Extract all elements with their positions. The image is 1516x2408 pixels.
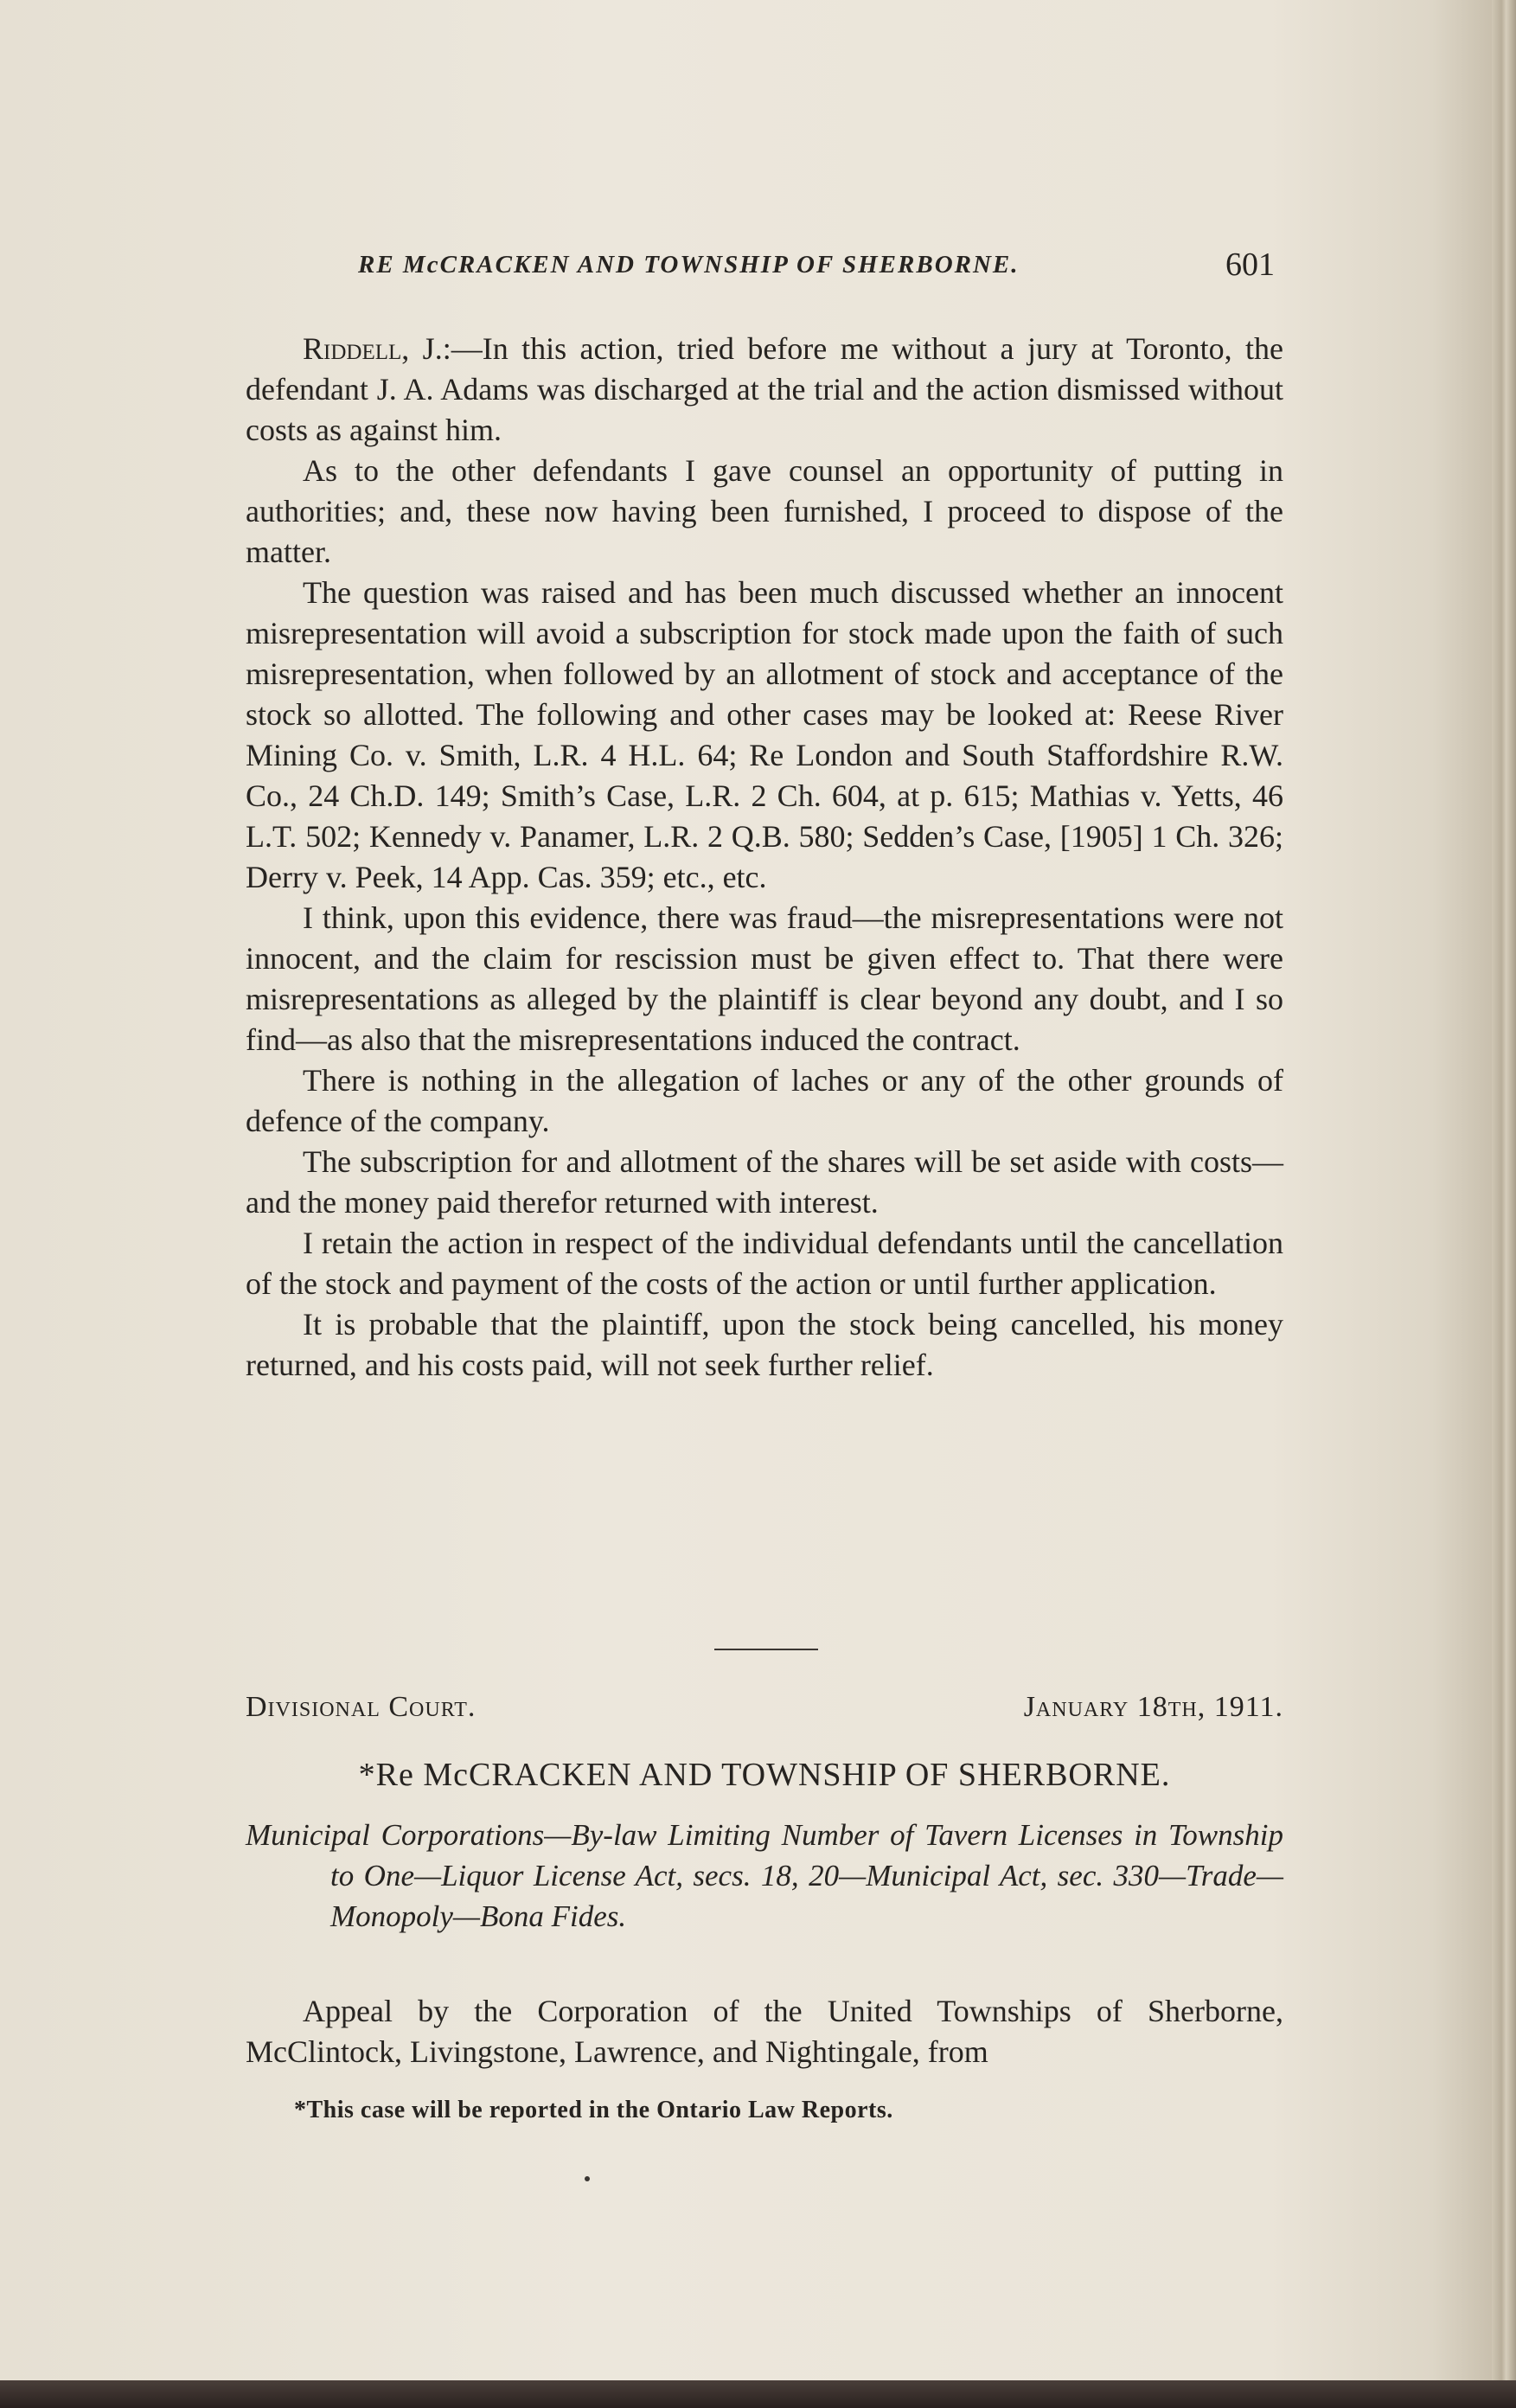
- bottom-band: [0, 2380, 1516, 2408]
- ink-speck: [585, 2176, 590, 2181]
- court-line: [246, 1691, 1283, 1734]
- judgment-paragraph-6: The subscription for and allotment of the shares will be set aside with costs—and the money paid therefor returned with interest.: [246, 1144, 1283, 1220]
- footnote: *This case will be reported in the Ontario Law Reports.: [294, 2097, 893, 2123]
- page-number: 601: [1225, 247, 1275, 283]
- judgment-paragraph-8: It is probable that the plaintiff, upon the stock being cancelled, his money returned, and his costs paid, will not seek further relief.: [246, 1307, 1283, 1382]
- judgment-paragraph-1: [246, 329, 1283, 451]
- appeal-paragraph: Appeal by the Corporation of the United Townships of Sherborne, McClintock, Livingstone, Lawrence, and Nightingale, from: [246, 1994, 1283, 2069]
- headnote: Municipal Corporations—By-law Limiting Number of Tavern Licenses in Township to One—Liquor License Act, secs. 18, 20—Municipal Act, sec. 330—Trade—Monopoly—Bona Fides.: [246, 1818, 1283, 1933]
- running-head: [246, 246, 1275, 291]
- court-name: Divisional Court.: [246, 1691, 477, 1723]
- judge-name: Riddell, J.: [303, 331, 443, 366]
- judgment-paragraph-3: The question was raised and has been much discussed whether an innocent misrepresentation will avoid a subscription for stock made upon the faith of such misrepresentation, when followed by an allotment of stock and acceptance of the stock so allotted. The following and other cases may be looked at: Reese River Mining Co. v. Smith, L.R. 4 H.L. 64; Re London and South Staffordshire R.W. Co., 24 Ch.D. 149; Smith’s Case, L.R. 2 Ch. 604, at p. 615; Mathias v. Yetts, 46 L.T. 502; Kennedy v. Panamer, L.R. 2 Q.B. 580; Sedden’s Case, [1905] 1 Ch. 326; Derry v. Peek, 14 App. Cas. 359; etc., etc.: [246, 575, 1283, 894]
- paragraph-text: :—In this action, tried before me without a jury at Toronto, the defendant J. A. Adams was discharged at the trial and the action dismissed without costs as against him.: [246, 331, 1283, 447]
- judgment-paragraph-7: I retain the action in respect of the individual defendants until the cancellation of the stock and payment of the costs of the action or until further application.: [246, 1226, 1283, 1301]
- page-edge: [1492, 0, 1516, 2380]
- section-divider: [714, 1649, 818, 1650]
- decision-date: January 18th, 1911.: [1023, 1691, 1283, 1723]
- judgment-paragraph-5: There is nothing in the allegation of laches or any of the other grounds of defence of the company.: [246, 1063, 1283, 1138]
- appeal-body: [246, 1991, 1283, 2072]
- judgment-body: [246, 329, 1283, 1386]
- running-head-title: RE McCRACKEN AND TOWNSHIP OF SHERBORNE.: [358, 251, 1020, 279]
- judgment-paragraph-2: As to the other defendants I gave counsel an opportunity of putting in authorities; and, these now having been furnished, I proceed to dispose of the matter.: [246, 453, 1283, 569]
- judgment-paragraph-4: I think, upon this evidence, there was fraud—the misrepresentations were not innocent, and the claim for rescission must be given effect to. That there were misrepresentations as alleged by the plaintiff is clear beyond any doubt, and I so find—as also that the misrepresentations induced the contract.: [246, 900, 1283, 1057]
- case-title: *Re McCRACKEN AND TOWNSHIP OF SHERBORNE.: [358, 1757, 1171, 1793]
